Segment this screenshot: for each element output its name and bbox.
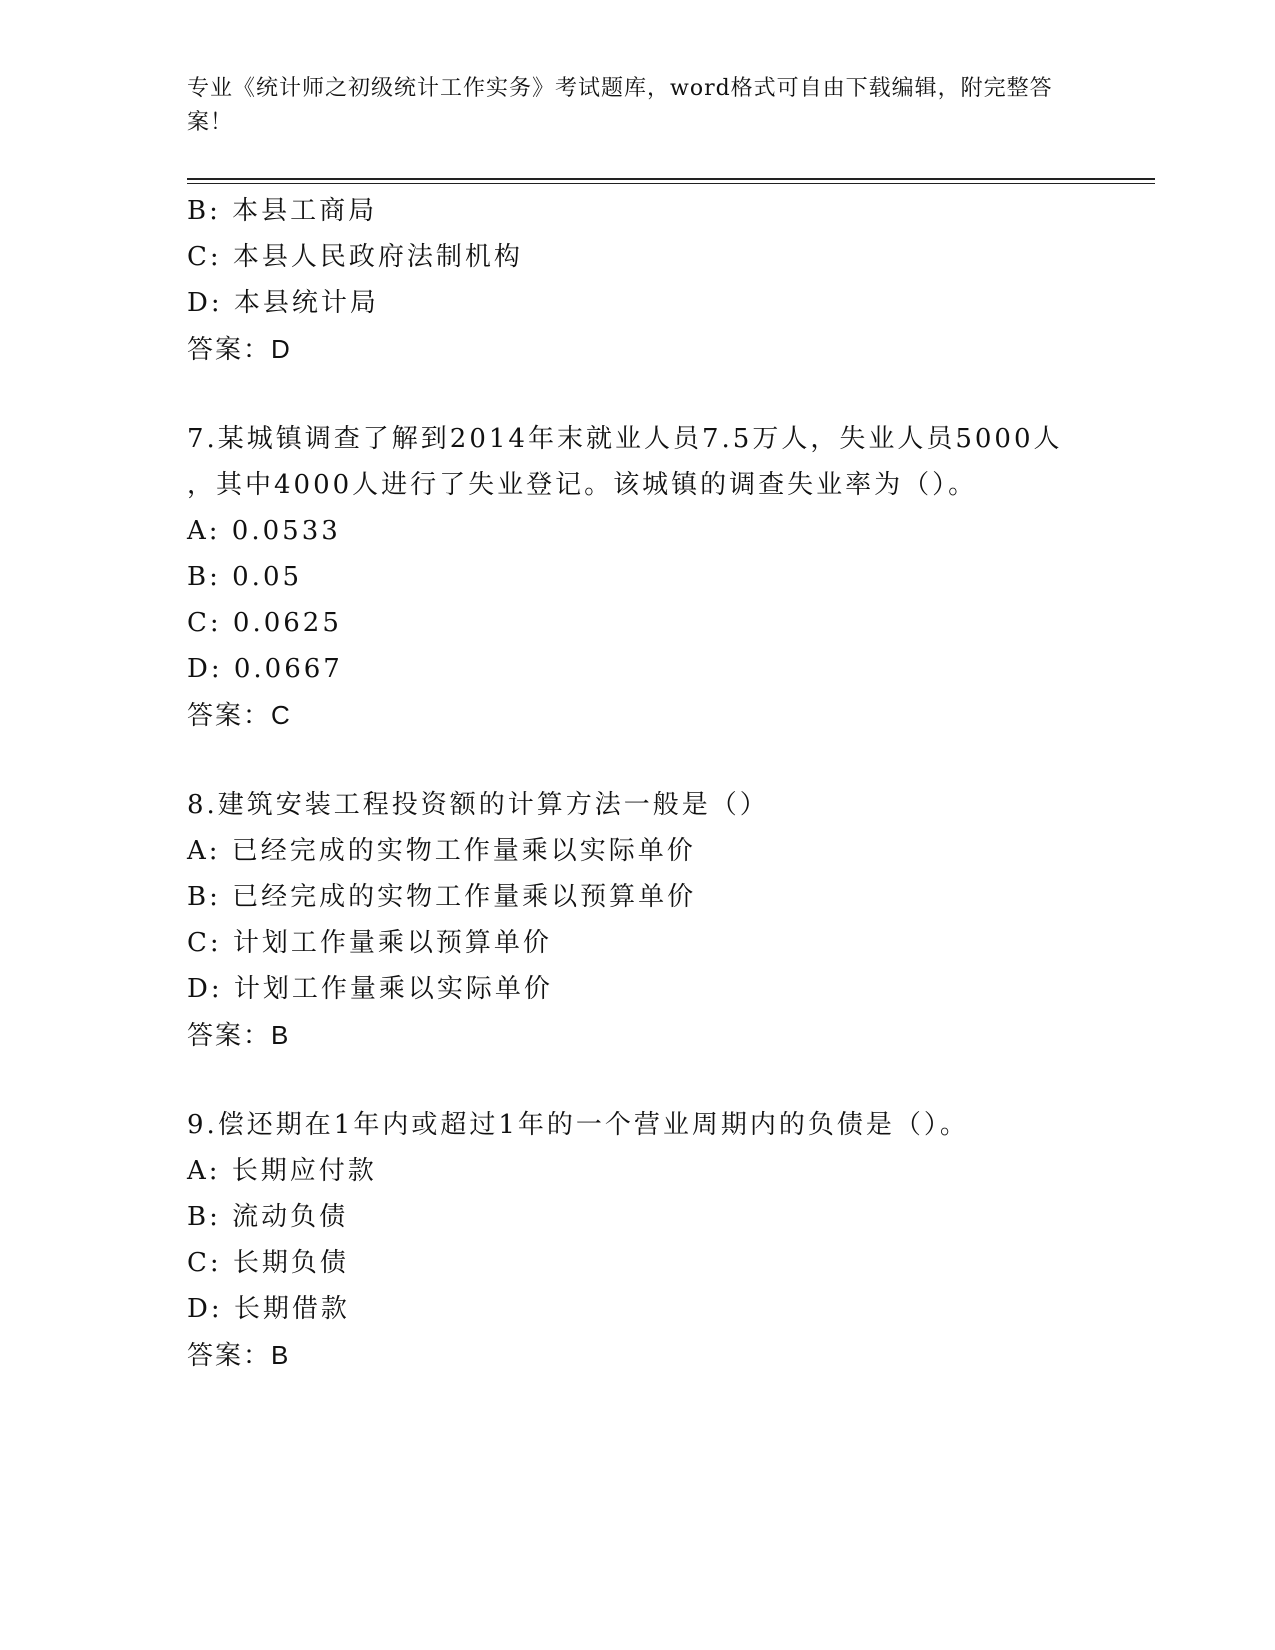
option-d: D: 长期借款 (187, 1294, 350, 1324)
option-d: D: 计划工作量乘以实际单价 (187, 974, 553, 1004)
option-c: C: 0.0625 (187, 608, 342, 638)
option-b: B: 流动负债 (187, 1202, 349, 1232)
answer-line: 答案：B (187, 1340, 291, 1370)
option-a: A: 0.0533 (187, 516, 341, 546)
question-stem-line: 7.某城镇调查了解到2014年末就业人员7.5万人，失业人员5000人 (187, 424, 1063, 454)
option-c: C: 长期负债 (187, 1248, 349, 1278)
previous-question-block (187, 188, 1087, 372)
question-9 (187, 1102, 1087, 1378)
answer-line: 答案：B (187, 1020, 291, 1050)
option-a: A: 长期应付款 (187, 1156, 377, 1186)
option-b: B: 本县工商局 (187, 196, 378, 226)
option-b: B: 0.05 (187, 562, 303, 592)
question-7 (187, 416, 1087, 738)
document-header: 专业《统计师之初级统计工作实务》考试题库，word格式可自由下载编辑，附完整答案！ (187, 76, 1053, 135)
option-d: D: 0.0667 (187, 654, 343, 684)
question-stem-line: ，其中4000人进行了失业登记。该城镇的调查失业率为（）。 (187, 470, 978, 500)
option-d: D: 本县统计局 (187, 288, 379, 318)
option-c: C: 本县人民政府法制机构 (187, 242, 523, 272)
option-c: C: 计划工作量乘以预算单价 (187, 928, 552, 958)
header-divider-thin (187, 183, 1155, 184)
answer-line: 答案：C (187, 700, 292, 730)
question-8 (187, 782, 1087, 1058)
header-divider-thick (187, 178, 1155, 180)
option-a: A: 已经完成的实物工作量乘以实际单价 (187, 836, 696, 866)
question-stem-line: 8.建筑安装工程投资额的计算方法一般是（） (187, 790, 769, 820)
question-list (187, 188, 1087, 1378)
question-stem-line: 9.偿还期在1年内或超过1年的一个营业周期内的负债是（）。 (187, 1110, 969, 1140)
answer-line: 答案：D (187, 334, 292, 364)
option-b: B: 已经完成的实物工作量乘以预算单价 (187, 882, 697, 912)
